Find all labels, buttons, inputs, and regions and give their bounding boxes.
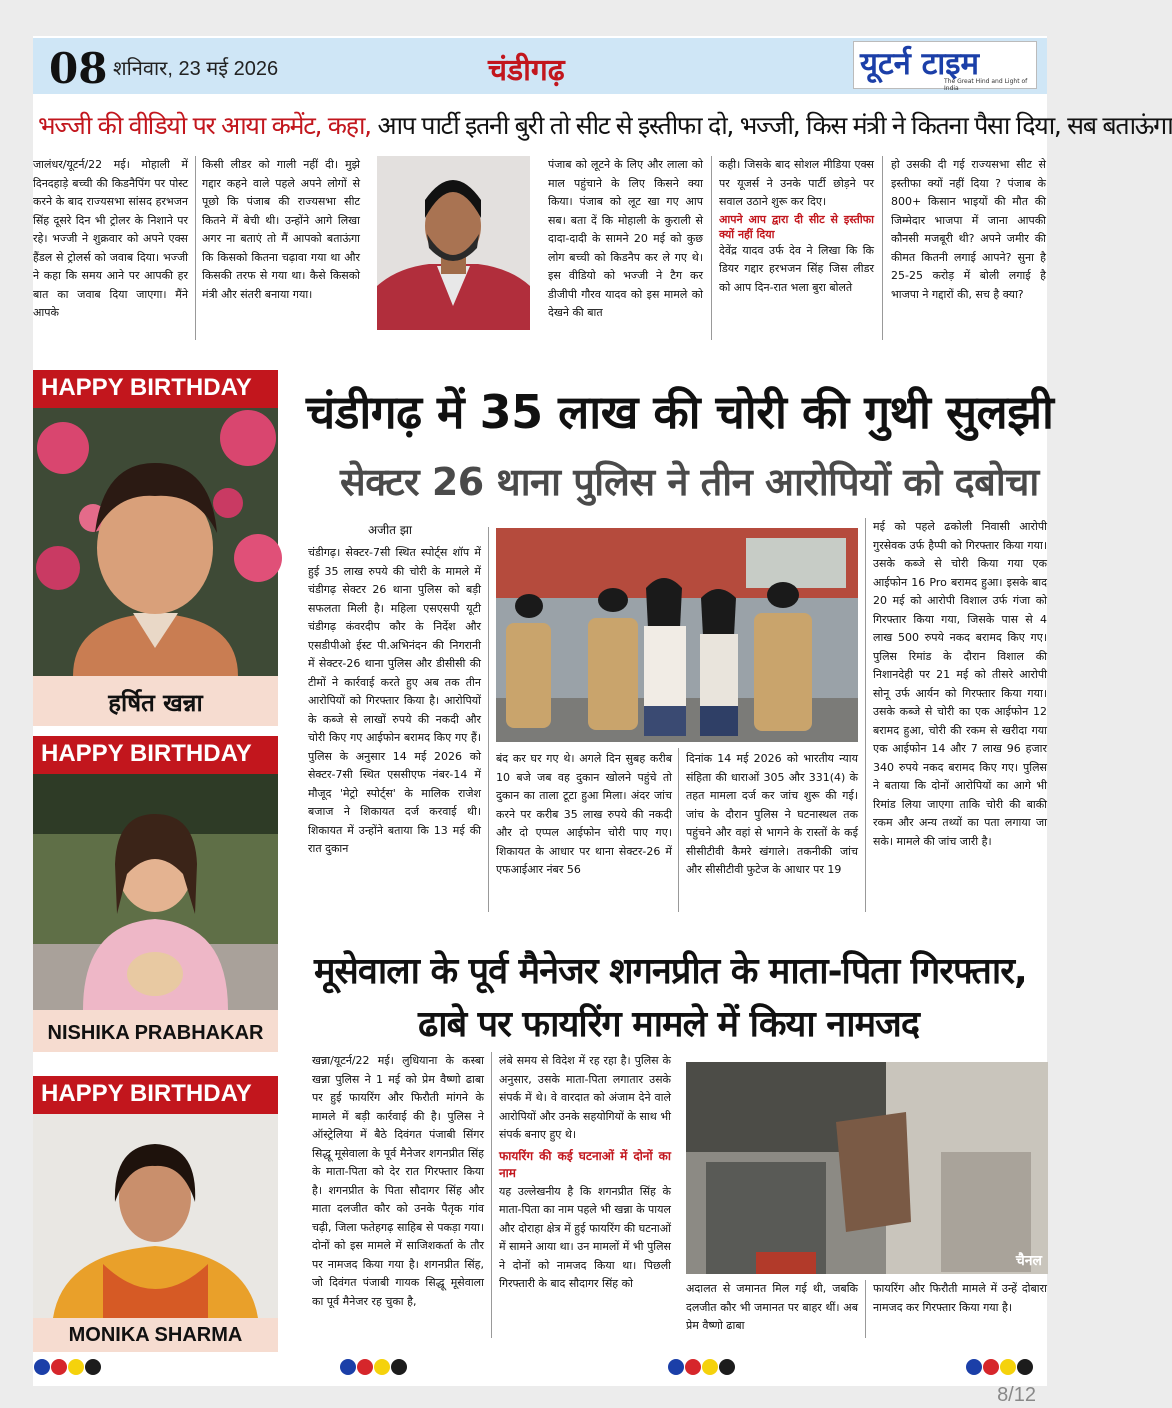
logo-text: यूटर्न टाइम xyxy=(860,46,980,82)
story3-col1: खन्ना/यूटर्न/22 मई। लुधियाना के कस्बा खन्ना पुलिस ने 1 मई को प्रेम वैष्णो ढाबा पर हुई फायरिंग और फिरौती मांगने के मामले में बड़ी कार्रवाई की है। पुलिस ने ऑस्ट्रेलिया में बैठे दिवंगत पंजाबी सिंगर सिद्धू मूसेवाला के पूर्व मैनेजर शगनप्रीत सिंह के माता-पिता को देर रात गिरफ्तार किया है। शगनप्रीत के पिता सौदागर सिंह और माता दलजीत कौर को उनके पैतृक गांव चढ़ी, जिला फतेहगढ़ साहिब से पकड़ा गया। दोनों को इस मामले में साजिशकर्ता के तौर पर नामजद किया गया है। शगनप्रीत सिंह, जो दिवंगत पंजाबी गायक सिद्धू मूसेवाला का पूर्व मैनेजर रह चुका है, xyxy=(312,1054,484,1308)
story2-byline: अजीत झा xyxy=(368,523,413,537)
story1-headline-rest: आप पार्टी इतनी बुरी तो सीट से इस्तीफा दो, भज्जी, किस मंत्री ने कितना पैसा दिया, सब बताऊंगा xyxy=(370,111,1172,140)
column-rule xyxy=(678,748,679,912)
story1-col4-text-a: कही। जिसके बाद सोशल मीडिया एक्स पर यूजर्स ने उनके पार्टी छोड़ने पर सवाल उठाने शुरू कर दिए। xyxy=(719,158,874,208)
blue-dot xyxy=(966,1359,982,1375)
story2-col3: दिनांक 14 मई 2026 को भारतीय न्याय संहिता की धाराओं 305 और 331(4) के तहत मामला दर्ज कर जांच शुरू की गई। जांच के दौरान पुलिस ने घटनास्थल तक पहुंचने और वहां से भागने के रास्तों के कई सीसीटीवी कैमरे खंगाले। तकनीकी जांच और सीसीटीवी फुटेज के आधार पर 19 xyxy=(686,752,858,876)
story3-headline-line2: ढाबे पर फायरिंग मामले में किया नामजद xyxy=(418,1004,919,1045)
birthday-card-1 xyxy=(33,370,278,726)
black-dot xyxy=(719,1359,735,1375)
black-dot xyxy=(85,1359,101,1375)
yellow-dot xyxy=(1000,1359,1016,1375)
column-rule xyxy=(882,156,883,340)
column-rule xyxy=(195,156,196,340)
red-dot xyxy=(983,1359,999,1375)
black-dot xyxy=(1017,1359,1033,1375)
story3-col2 xyxy=(499,1052,671,1340)
birthday-title: HAPPY BIRTHDAY xyxy=(33,1076,278,1114)
section-city: चंडीगढ़ xyxy=(488,53,565,88)
story1-col1: जालंधर/यूटर्न/22 मई। मोहाली में दिनदहाड़े बच्ची की किडनैपिंग पर पोस्ट करने के बाद राज्यसभा सांसद हरभजन सिंह दूसरे दिन भी ट्रोलर के निशाने पर रहे। भज्जी ने शुक्रवार को अपने एक्स हैंडल से ट्रोलर्स को जवाब दिया। भज्जी ने कहा कि समय आने पर आपकी हर बात का जवाब दिया जाएगा। मैंने आपके xyxy=(33,158,188,319)
birthday-photo-3 xyxy=(33,1114,278,1318)
story3-col2-text-b: यह उल्लेखनीय है कि शगनप्रीत सिंह के माता-पिता का नाम पहले भी खन्ना के पायल और दोराहा क्षेत्र में हुई फायरिंग की घटनाओं में सामने आया था। उन मामलों में भी पुलिस ने दोनों को नामजद किया था। पिछली गिरफ्तारी के बाद सौदागर सिंह को xyxy=(499,1184,671,1290)
birthday-name-1: हर्षित खन्ना xyxy=(108,689,203,717)
birthday-title: HAPPY BIRTHDAY xyxy=(33,736,278,774)
red-dot xyxy=(357,1359,373,1375)
registration-marks-2 xyxy=(340,1359,408,1375)
logo-tagline: The Great Hind and Light of India xyxy=(944,78,1028,92)
story1-headline xyxy=(38,108,1172,142)
story1-col3: पंजाब को लूटने के लिए और लाला को माल पहुंचाने के लिए किसने क्या किया। पंजाब को लूट खा गए आप सब। बता दें कि मोहाली के कुराली से दादा-दादी के सामने 20 मई को कुछ लोग बच्ची को किडनैप कर ले गए थे। इस वीडियो को भज्जी ने टैग कर डीजीपी गौरव यादव को इस मामले को देखने की बात xyxy=(548,158,703,319)
birthday-name-2: NISHIKA PRABHAKAR xyxy=(47,1022,264,1044)
column-rule xyxy=(865,518,866,912)
story2-col4: मई को पहले ढकोली निवासी आरोपी गुरसेवक उर्फ हैप्पी को गिरफ्तार किया गया। उसके कब्जे से चोरी किया गया एक आईफोन 16 Pro बरामद हुआ। इसके बाद 20 मई को आरोपी विशाल उर्फ गंजा को गिरफ्तार किया गया, जिसके पास से 4 लाख 500 रुपये नकद बरामद किए गए। पुलिस रिमांड के दौरान विशाल की निशानदेही पर 21 मई को तीसरे आरोपी सोनू उर्फ आर्यन को गिरफ्तार किया गया। उसके कब्जे से चोरी का एक आईफोन 12 बरामद हुआ, चोरी की रकम से खरीदा गया एक आईफोन 14 और 7 लाख 96 हजार 340 रुपये नकद बरामद किए गए। पुलिस ने बताया कि दोनों आरोपियों का आगे भी रिमांड लिया जाएगा ताकि चोरी की बाकी रकम और अन्य तथ्यों का पता लगाया जा सके। मामले की जांच जारी है। xyxy=(873,520,1047,848)
column-rule xyxy=(711,156,712,340)
child-portrait xyxy=(33,408,278,676)
story2-headline: चंडीगढ़ में 35 लाख की चोरी की गुथी सुलझी xyxy=(306,385,1054,439)
story3-subheading: फायरिंग की कई घटनाओं में दोनों का नाम xyxy=(499,1148,671,1180)
newspaper-logo xyxy=(853,41,1037,92)
woman-portrait xyxy=(33,1114,278,1318)
cctv-watermark: चैनल xyxy=(1015,1253,1042,1269)
story3-col4: फायरिंग और फिरौती मामले में उन्हें दोबारा नामजद कर गिरफ्तार किया गया है। xyxy=(873,1282,1047,1314)
page-number: 08 xyxy=(49,44,108,93)
black-dot xyxy=(391,1359,407,1375)
story1-col2: किसी लीडर को गाली नहीं दी। मुझे गद्दार कहने वाले पहले अपने लोगों से पूछो कि पंजाब की राज्यसभा सीट कितने में बेची थी। उन्होंने आगे लिखा अगर ना बताएं तो मैं आपको बताऊंगा कि किसको कितना चढ़ावा गया था और किसकी तरफ से गया था। कैसे किसको मंत्री और संतरी बनाया गया। xyxy=(202,158,360,301)
registration-marks-4 xyxy=(966,1359,1034,1375)
issue-date: शनिवार, 23 मई 2026 xyxy=(113,58,279,80)
registration-marks-3 xyxy=(668,1359,736,1375)
page-counter: 8/12 xyxy=(997,1384,1036,1406)
story2-subheadline: सेक्टर 26 थाना पुलिस ने तीन आरोपियों को दबोचा xyxy=(340,460,1039,504)
birthday-name-3: MONIKA SHARMA xyxy=(68,1324,243,1346)
story3-headline-line1: मूसेवाला के पूर्व मैनेजर शगनप्रीत के माता-पिता गिरफ्तार, xyxy=(314,951,1027,992)
story1-col4-text-b: देवेंद्र यादव उर्फ देव ने लिखा कि कि डियर गद्दार हरभजन सिंह जिस लीडर को आप दिन-रात भला बुरा बोलते xyxy=(719,243,874,294)
blue-dot xyxy=(340,1359,356,1375)
column-rule xyxy=(865,1280,866,1338)
girl-portrait xyxy=(33,774,278,1010)
yellow-dot xyxy=(374,1359,390,1375)
story2-col1: चंडीगढ़। सेक्टर-7सी स्थित स्पोर्ट्स शॉप में हुई 35 लाख रुपये की चोरी के मामले में चंडीगढ़ सेक्टर 26 थाना पुलिस को बड़ी सफलता मिली है। महिला एसएसपी यूटी चंडीगढ़ कंवरदीप कौर के निर्देश और एसडीपीओ ईस्ट पी.अभिनंदन की निगरानी में सेक्टर-26 थाना पुलिस और डीसीसी की टीमों ने कार्रवाई करते हुए अब तक तीन आरोपियों को गिरफ्तार किया है। आरोपियों के कब्जे से लाखों रुपये की नकदी और चोरी किए गए आईफोन बरामद किए गए हैं। पुलिस के अनुसार 14 मई 2026 को सेक्टर-7सी स्थित एससीएफ नंबर-14 में मौजूद 'मेट्रो स्पोर्ट्स' के मालिक राजेश बजाज ने शिकायत दर्ज करवाई थी। शिकायत में उन्होंने बताया कि 13 मई की रात दुकान xyxy=(308,546,481,855)
cctv-firing-scene xyxy=(686,1062,1048,1274)
red-dot xyxy=(685,1359,701,1375)
story2-col2: बंद कर घर गए थे। अगले दिन सुबह करीब 10 बजे जब वह दुकान खोलने पहुंचे तो दुकान का ताला टूटा हुआ मिला। अंदर जांच करने पर करीब 35 लाख रुपये की नकदी और दो एप्पल आईफोन चोरी पाए गए। शिकायत के आधार पर थाना सेक्टर-26 में एफआईआर नंबर 56 xyxy=(496,752,672,876)
story1-col5: हो उसकी दी गई राज्यसभा सीट से इस्तीफा क्यों नहीं दिया ? पंजाब के 800+ किसान भाइयों की मौत की जिम्मेदार भाजपा में जाना आपकी कौनसी मजबूरी थी? अपने जमीर की कीमत कितनी लगाई आपने? सुना है 25-25 करोड़ में बोली लगाई है भाजपा ने गद्दारों की, सच है क्या? xyxy=(891,158,1046,301)
harbhajan-photo xyxy=(377,156,530,330)
police-with-accused-illustration xyxy=(496,528,858,742)
masthead xyxy=(33,38,1047,94)
birthday-card-2 xyxy=(33,736,278,1052)
birthday-photo-2 xyxy=(33,774,278,1010)
portrait-illustration xyxy=(377,156,530,330)
story3-col2-text-a: लंबे समय से विदेश में रह रहा है। पुलिस के अनुसार, उसके माता-पिता लगातार उसके संपर्क में थे। वे वारदात को अंजाम देने वाले आरोपियों और उनके सहयोगियों के साथ भी संपर्क बनाए हुए थे। xyxy=(499,1054,671,1141)
story1-headline-red: भज्जी की वीडियो पर आया कमेंट, कहा, xyxy=(38,111,371,140)
birthday-card-3 xyxy=(33,1076,278,1352)
yellow-dot xyxy=(68,1359,84,1375)
registration-marks-1 xyxy=(34,1359,102,1375)
column-rule xyxy=(491,1052,492,1338)
story3-col3: अदालत से जमानत मिल गई थी, जबकि दलजीत कौर भी जमानत पर बाहर थीं। अब प्रेम वैष्णो ढाबा xyxy=(686,1282,858,1332)
blue-dot xyxy=(668,1359,684,1375)
cctv-still-photo xyxy=(686,1062,1048,1274)
story1-col4 xyxy=(719,156,874,342)
red-dot xyxy=(51,1359,67,1375)
yellow-dot xyxy=(702,1359,718,1375)
birthday-title: HAPPY BIRTHDAY xyxy=(33,370,278,408)
birthday-photo-1 xyxy=(33,408,278,676)
blue-dot xyxy=(34,1359,50,1375)
police-arrest-photo xyxy=(496,528,858,742)
story1-subheading: आपने आप द्वारा दी सीट से इस्तीफा क्यों नहीं दिया xyxy=(719,212,874,241)
column-rule xyxy=(488,527,489,912)
